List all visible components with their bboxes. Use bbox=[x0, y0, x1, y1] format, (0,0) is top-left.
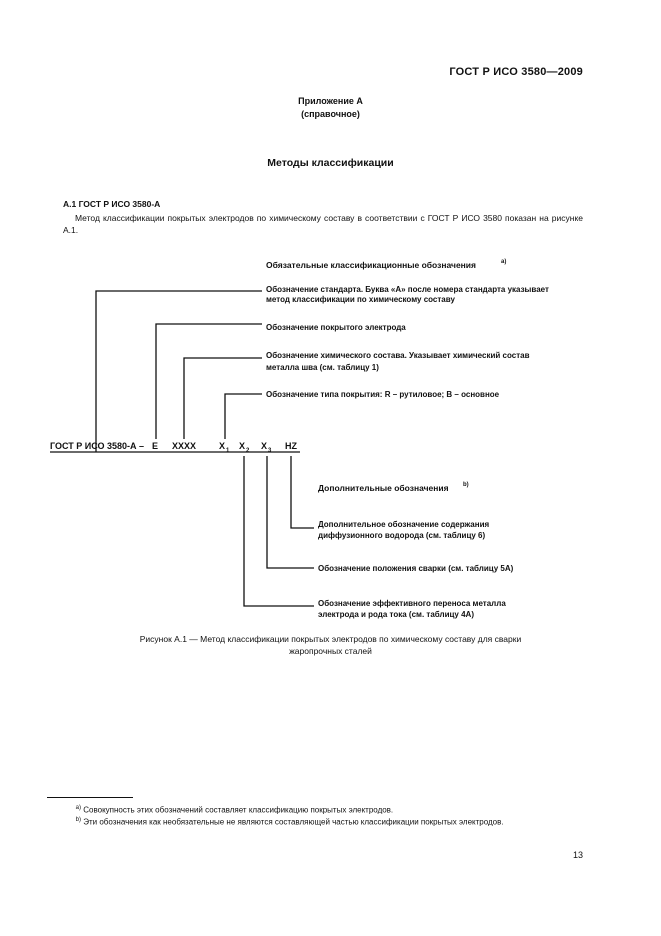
figure-caption-line1: Рисунок А.1 — Метод классификации покрытых электродов по химическому составу для сварки bbox=[139, 634, 522, 644]
figure-caption-line2: жаропрочных сталей bbox=[289, 646, 372, 656]
footnote-b-mark: b) bbox=[75, 817, 81, 823]
hydrogen-connector bbox=[291, 456, 314, 528]
label-electrode: Обозначение покрытого электрода bbox=[266, 323, 406, 332]
footnote-divider bbox=[47, 797, 133, 798]
mandatory-title: Обязательные классификационные обозначения bbox=[266, 260, 476, 270]
label-chemical-line2: металла шва (см. таблицу 1) bbox=[266, 363, 379, 372]
code-x2-sub: 2 bbox=[246, 448, 250, 454]
optional-title: Дополнительные обозначения bbox=[318, 483, 449, 493]
code-electrode: Е bbox=[152, 441, 159, 451]
code-hz: HZ bbox=[285, 441, 297, 451]
footnote-a-text: Совокупность этих обозначений составляет классификацию покрытых электродов. bbox=[83, 805, 394, 815]
section-title: Методы классификации bbox=[267, 157, 394, 169]
label-position: Обозначение положения сварки (см. таблицу 5А) bbox=[318, 564, 514, 573]
appendix-subtitle: (справочное) bbox=[301, 109, 360, 119]
standard-header: ГОСТ Р ИСО 3580—2009 bbox=[449, 66, 583, 78]
code-x3: Х bbox=[261, 441, 268, 451]
label-recovery-line2: электрода и рода тока (см. таблицу 4А) bbox=[318, 610, 474, 619]
code-x2: Х bbox=[239, 441, 246, 451]
label-recovery-line1: Обозначение эффективного переноса металла bbox=[318, 599, 506, 608]
page-number: 13 bbox=[572, 850, 583, 860]
label-chemical-line1: Обозначение химического состава. Указывает химический состав bbox=[266, 351, 530, 360]
electrode-connector bbox=[156, 324, 262, 439]
code-standard: ГОСТ Р ИСО 3580-А – bbox=[50, 441, 145, 451]
footnote-b-text: Эти обозначения как необязательные не являются составляющей частью классификации покрытых электродов. bbox=[83, 817, 504, 827]
label-standard-line2: метод классификации по химическому составу bbox=[266, 295, 455, 304]
code-x1: Х bbox=[219, 441, 226, 451]
composition-connector bbox=[184, 358, 262, 439]
subsection-heading: А.1 ГОСТ Р ИСО 3580-А bbox=[63, 199, 161, 209]
label-coating: Обозначение типа покрытия: R – рутиловое; В – основное bbox=[266, 390, 500, 399]
code-composition: ХХХХ bbox=[172, 441, 197, 451]
mandatory-title-ref: a) bbox=[501, 259, 507, 265]
optional-title-ref: b) bbox=[463, 482, 469, 488]
code-x1-sub: 1 bbox=[226, 448, 230, 454]
footnote-a bbox=[47, 803, 583, 816]
footnote-b bbox=[47, 815, 583, 828]
footnote-a-mark: a) bbox=[75, 805, 81, 811]
label-hydrogen-line1: Дополнительное обозначение содержания bbox=[318, 520, 490, 529]
label-standard-line1: Обозначение стандарта. Буква «А» после номера стандарта указывает bbox=[266, 285, 549, 294]
figure-caption bbox=[60, 633, 601, 657]
code-x3-sub: 3 bbox=[268, 448, 272, 454]
standard-connector bbox=[96, 291, 262, 452]
label-hydrogen-line2: диффузионного водорода (см. таблицу 6) bbox=[318, 531, 486, 540]
intro-paragraph: Метод классификации покрытых электродов по химическому составу в соответствии с ГОСТ Р ИСО 3580 показан на рисунке А.1. bbox=[63, 213, 583, 235]
coating-connector bbox=[225, 394, 262, 439]
appendix-title: Приложение А bbox=[298, 96, 363, 106]
recovery-connector bbox=[244, 456, 314, 606]
